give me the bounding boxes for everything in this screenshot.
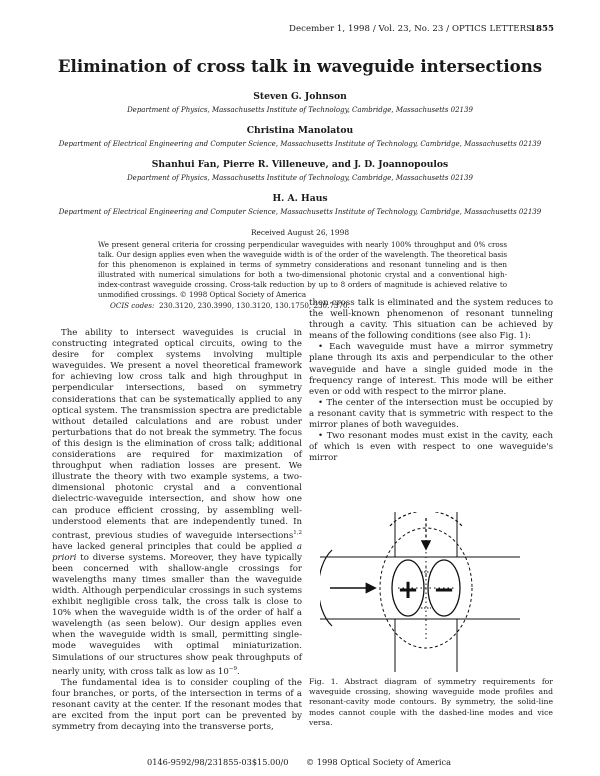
affiliation-2: Department of Electrical Engineering and Computer Science, Massachusetts Institute of Technology, Cambridge, Massachusetts 02139 — [58, 140, 542, 148]
intro-text-a: The ability to intersect waveguides is crucial in constructing integrated optical circuits, owing to the desire for complex systems involving multiple waveguides. We present a novel theoretical framework for achieving low cross talk and high throughput in perpendicular intersections, based on symmetry considerations that can be systematically applied to any optical system. The transmission spectra are predictable without detailed calculations and are robust under perturbations that do not break the symmetry. The focus of this design is the elimination of cross talk; additional considerations are required for maximization of throughput when radiation losses are present. We illustrate the theory with two example systems, a two-dimensional photonic crystal and a conventional dielectric-waveguide intersection, and show how one can produce efficient crossing, by assembling well-understood elements that are independently tuned. In contrast, previous studies of waveguide intersections — [52, 328, 302, 541]
affiliation-3: Department of Physics, Massachusetts Institute of Technology, Cambridge, Massachusetts 02139 — [127, 174, 473, 182]
paragraph-continuation: then cross talk is eliminated and the system reduces to the well-known phenomenon of resonant tunneling through a cavity. This situation can be achieved by means of the following conditions (see also Fig. 1): — [309, 298, 553, 342]
received-date: Received August 26, 1998 — [250, 228, 350, 237]
page-number: 1855 — [530, 24, 554, 34]
author-3: Shanhui Fan, Pierre R. Villeneuve, and J. D. Joannopoulos — [151, 159, 449, 170]
bullet-mirror-symmetry: • Each waveguide must have a mirror symmetry plane through its axis and perpendicular to the other waveguide and have a single guided mode in the frequency range of interest. This mode will be either even or odd with respect to the mirror plane. — [309, 342, 553, 397]
intro-text-b: have lacked general principles that could be applied — [52, 541, 297, 552]
figure-1-caption: Fig. 1. Abstract diagram of symmetry requirements for waveguide crossing, showing waveguide mode profiles and resonant-cavity mode contours. By symmetry, the solid-line modes cannot couple with the dashed-line modes and vice versa. — [309, 677, 553, 727]
paragraph-intro — [52, 328, 302, 678]
figure-1-diagram — [320, 512, 520, 672]
abstract-text: We present general criteria for crossing perpendicular waveguides with nearly 100% throughput and 0% cross talk. Our design applies even when the waveguide width is of the order of the wavelength. The theoretical basis for this phenomenon is explained in terms of symmetry considerations and resonant tunneling and is then illustrated with numerical simulations for both a two-dimensional photonic crystal and a conventional high-index-contrast waveguide crossing. Cross-talk reduction by up to 8 orders of magnitude is achieved relative to unmodified crossings. © 1998 Optical Society of America — [98, 240, 507, 300]
author-1: Steven G. Johnson — [253, 91, 347, 102]
left-column — [52, 328, 302, 733]
footer-copyright: © 1998 Optical Society of America — [306, 757, 451, 767]
italic-a-priori: a priori — [52, 541, 302, 563]
right-column — [309, 298, 553, 464]
paragraph-fundamental: The fundamental idea is to consider coupling of the four branches, or ports, of the intersection in terms of a resonant cavity at the center. If the resonant modes that are excited from the input port can be prevented by symmetry from decaying into the transverse ports, — [52, 677, 302, 732]
minus-sign: − — [433, 575, 455, 605]
ocis-label: OCIS codes: — [110, 300, 155, 310]
bullet-two-modes: • Two resonant modes must exist in the cavity, each of which is even with respect to one waveguide's mirror — [309, 431, 553, 464]
intro-text-c: to diverse systems. Moreover, they have typically been concerned with shallow-angle crossings for wavelengths many times smaller than the waveguide width. Although perpendicular crossings in such systems exhibit negligible cross talk, the cross talk is close to 10% when the waveguide width is of the order of half a wavelength (as seen below). Our design applies even when the waveguide width is small, permitting single-mode waveguides with optimal miniaturization. Simulations of our structures show peak throughputs of nearly unity, with cross talk as low as 10 — [52, 552, 302, 677]
bullet-resonant-cavity: • The center of the intersection must be occupied by a resonant cavity that is symmetric with respect to the mirror planes of both waveguides. — [309, 397, 553, 431]
affiliation-4: Department of Electrical Engineering and Computer Science, Massachusetts Institute of Technology, Cambridge, Massachusetts 02139 — [58, 208, 542, 216]
ocis-code-list: 230.3120, 230.3990, 130.3120, 130.1750, 230.7370. — [159, 300, 350, 310]
paper-title: Elimination of cross talk in waveguide intersections — [57, 56, 543, 76]
reference-superscript: 1,2 — [293, 529, 302, 536]
affiliation-1: Department of Physics, Massachusetts Institute of Technology, Cambridge, Massachusetts 02139 — [127, 106, 473, 114]
author-2: Christina Manolatou — [246, 125, 354, 136]
running-header: December 1, 1998 / Vol. 23, No. 23 / OPTICS LETTERS — [289, 24, 533, 34]
intro-text-end: . — [236, 666, 240, 677]
author-4: H. A. Haus — [272, 193, 328, 204]
plus-sign: + — [397, 575, 419, 605]
footer-issn: 0146-9592/98/231855-03$15.00/0 — [147, 757, 289, 767]
exponent-superscript: −9 — [228, 665, 237, 672]
